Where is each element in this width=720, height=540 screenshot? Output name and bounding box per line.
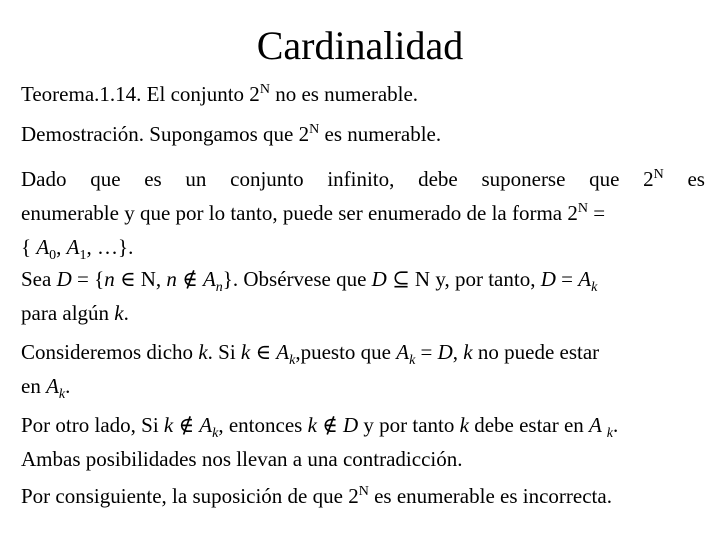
setD-notin: ∉ <box>176 267 203 291</box>
case1-l2b: . <box>65 374 71 398</box>
case1-a: Consideremos dicho <box>21 340 199 364</box>
case1-k3: k <box>463 340 473 364</box>
conclusion-sup: N <box>358 484 369 499</box>
proof-intro <box>21 119 705 153</box>
enum-line-3 <box>21 232 705 266</box>
case2-D: D <box>342 413 359 437</box>
enum-line-2-end: = <box>588 201 606 225</box>
theorem-text-b: no es numerable. <box>269 82 419 106</box>
case2-k: k <box>163 413 174 437</box>
case1-A: A <box>276 340 290 364</box>
setD-subset: ⊆ N y, por tanto, <box>386 267 541 291</box>
case1-d: = <box>415 340 438 364</box>
enum-A0: A <box>36 235 50 259</box>
case1-line-2 <box>21 371 705 405</box>
case1-l2subk: k <box>58 387 66 402</box>
case2-line-2: Ambas posibilidades nos llevan a una contradicción. <box>21 447 463 471</box>
setD-l2b: . <box>123 301 129 325</box>
setD-n2: n <box>166 267 177 291</box>
setD-line-2 <box>21 298 705 328</box>
enum-end: , …}. <box>86 235 134 259</box>
case2-a: Por otro lado, Si <box>21 413 164 437</box>
case2-k2: k <box>307 413 317 437</box>
case1-l2a: en <box>21 374 47 398</box>
enum-line-1-text: Dado que es un conjunto infinito, debe suponerse que 2 <box>21 167 654 191</box>
case2-subk: k <box>212 426 219 441</box>
case1-subk2: k <box>409 353 416 368</box>
enum-A1: A <box>66 235 80 259</box>
enum-comma: , <box>56 235 67 259</box>
theorem-statement <box>21 79 705 113</box>
setD-n: n <box>104 267 115 291</box>
enum-line-2 <box>21 198 705 232</box>
case2-k3: k <box>459 413 469 437</box>
case2-c: y por tanto <box>358 413 460 437</box>
case2-b: , entonces <box>218 413 308 437</box>
setD-D2: D <box>371 267 387 291</box>
setD-subk: k <box>591 280 598 295</box>
case2-A: A <box>199 413 213 437</box>
setD-A2: A <box>578 267 592 291</box>
setD-t3: }. Obsérvese que <box>222 267 372 291</box>
paragraph-case-1 <box>21 337 705 405</box>
enum-sub0: 0 <box>49 248 57 263</box>
case1-A2: A <box>396 340 410 364</box>
proof-text-b: es numerable. <box>319 122 442 146</box>
case2-d: debe estar en <box>468 413 590 437</box>
case2-A2: A <box>589 413 607 437</box>
case2-notin: ∉ <box>173 413 200 437</box>
setD-in: ∈ N, <box>114 267 167 291</box>
enum-line-1 <box>21 164 705 198</box>
case2-subk2: k <box>606 426 613 441</box>
conclusion <box>21 481 705 515</box>
setD-l2k: k <box>114 301 124 325</box>
case2-e: . <box>612 413 619 437</box>
setD-A: A <box>202 267 216 291</box>
enum-line-2-sup: N <box>577 201 588 216</box>
enum-line-2-text: enumerable y que por lo tanto, puede ser enumerado de la forma 2 <box>21 201 578 225</box>
case1-in: ∈ <box>250 340 277 364</box>
setD-l2a: para algún <box>21 301 115 325</box>
enum-line-1-end: es <box>663 167 705 191</box>
case1-subk: k <box>289 353 296 368</box>
proof-sup: N <box>309 122 320 137</box>
case1-b: . Si <box>207 340 241 364</box>
case2-notin2: ∉ <box>316 413 343 437</box>
enum-sub1: 1 <box>79 248 87 263</box>
case1-f: no puede estar <box>472 340 600 364</box>
setD-D3: D <box>540 267 556 291</box>
paragraph-enumeration <box>21 164 705 266</box>
case1-line-1 <box>21 337 705 371</box>
case1-k2: k <box>240 340 251 364</box>
case1-D: D <box>437 340 453 364</box>
paragraph-set-D <box>21 264 705 328</box>
theorem-sup: N <box>259 82 270 97</box>
setD-D: D <box>56 267 72 291</box>
setD-line-1 <box>21 264 705 298</box>
setD-eq: = <box>555 267 579 291</box>
conclusion-a: Por consiguiente, la suposición de que 2 <box>21 484 359 508</box>
enum-brace: { <box>21 235 37 259</box>
conclusion-b: es enumerable es incorrecta. <box>368 484 612 508</box>
setD-subn: n <box>215 280 223 295</box>
case1-l2A: A <box>46 374 59 398</box>
theorem-text-a: Teorema.1.14. El conjunto 2 <box>21 82 260 106</box>
case1-k: k <box>198 340 208 364</box>
case2-line-1 <box>21 410 705 444</box>
proof-text-a: Demostración. Supongamos que 2 <box>21 122 310 146</box>
case1-e: , <box>452 340 464 364</box>
setD-t2: = { <box>71 267 105 291</box>
case1-c: ,puesto que <box>295 340 397 364</box>
slide-title: Cardinalidad <box>256 23 464 68</box>
paragraph-case-2 <box>21 410 705 474</box>
setD-t1: Sea <box>21 267 57 291</box>
enum-line-1-sup: N <box>653 167 664 182</box>
